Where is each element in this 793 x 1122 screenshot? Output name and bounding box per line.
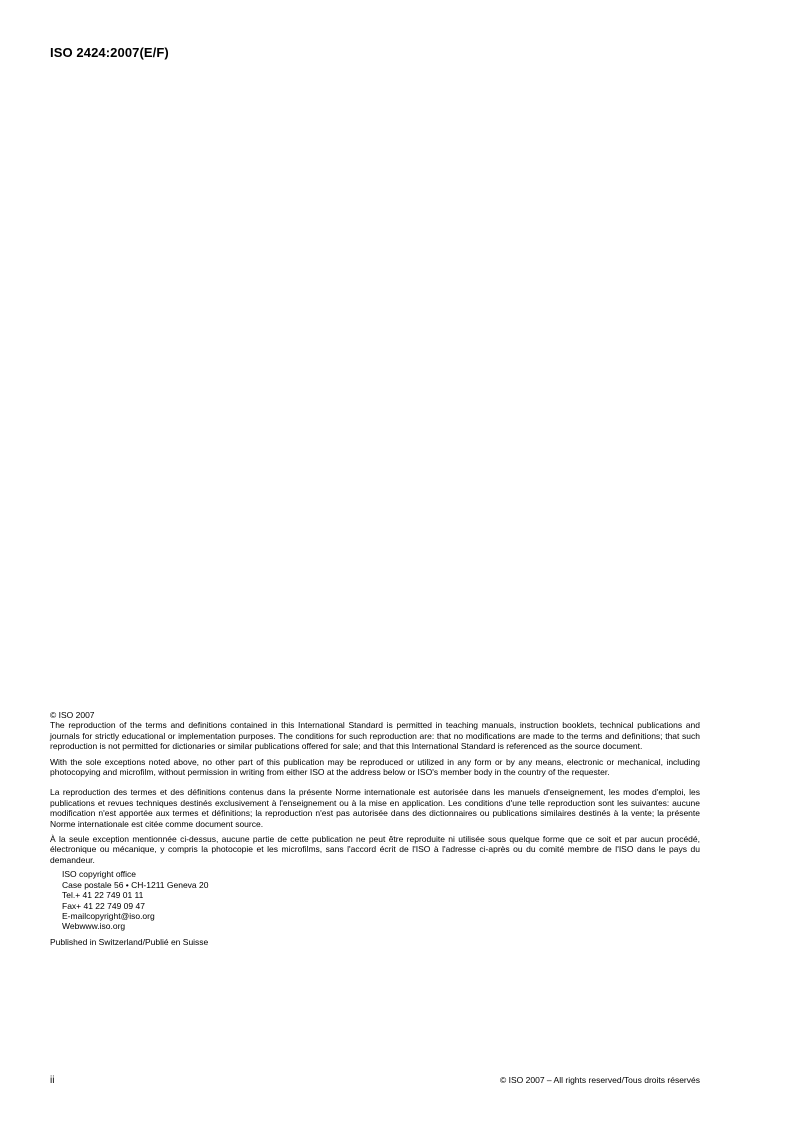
footer-rights: © ISO 2007 – All rights reserved/Tous droits réservés bbox=[500, 1075, 700, 1085]
address-office: ISO copyright office bbox=[62, 869, 137, 880]
address-email: E-mailcopyright@iso.org bbox=[62, 910, 155, 921]
address-postal: Case postale 56 • CH-1211 Geneva 20 bbox=[62, 879, 209, 890]
iso-address bbox=[62, 869, 700, 931]
address-fax: Fax+ 41 22 749 09 47 bbox=[62, 900, 145, 911]
published-line: Published in Switzerland/Publié en Suisse bbox=[50, 936, 209, 947]
restrictions-en: With the sole exceptions noted above, no other part of this publication may be reproduced or utilized in any form or by any means, electronic or mechanical, including photocopying and microfilm, without permission in writing from either ISO at the address below or ISO's member body in the country of the requester. bbox=[50, 756, 700, 778]
copyright-notice bbox=[50, 710, 700, 947]
address-tel: Tel.+ 41 22 749 01 11 bbox=[62, 890, 144, 901]
restrictions-fr: À la seule exception mentionnée ci-dessus, aucune partie de cette publication ne peut être reproduite ni utilisée sous quelque forme que ce soit et par aucun procédé, électronique ou mécanique, y compris la photocopie et les microfilms, sans l'accord écrit de l'ISO à l'adresse ci-après ou du comité membre de l'ISO dans le pays du demandeur. bbox=[50, 834, 700, 865]
reproduction-terms-en: The reproduction of the terms and definitions contained in this International Standard is permitted in teaching manuals, instruction booklets, technical publications and journals for strictly educational or implementation purposes. The conditions for such reproduction are: that no modifications are made to the terms and definitions; that such reproduction is not permitted for dictionaries or similar publications offered for sale; and that this International Standard is referenced as the source document. bbox=[50, 720, 700, 752]
page-number: ii bbox=[50, 1075, 55, 1086]
document-id: ISO 2424:2007(E/F) bbox=[50, 45, 169, 60]
reproduction-terms-fr: La reproduction des termes et des définitions contenus dans la présente Norme internationale est autorisée dans les manuels d'enseignement, les modes d'emploi, les publications et revues techniques destinés exclusivement à l'enseignement ou à la mise en application. Les conditions d'une telle reproduction sont les suivantes: aucune modification n'est apportée aux termes et définitions; la reproduction n'est pas autorisée dans des dictionnaires ou publications similaires destinés à la vente; la présente Norme internationale est citée comme document source. bbox=[50, 787, 700, 829]
copyright-line: © ISO 2007 bbox=[50, 710, 95, 720]
page-footer bbox=[50, 1075, 700, 1086]
address-web: Webwww.iso.org bbox=[62, 921, 126, 932]
